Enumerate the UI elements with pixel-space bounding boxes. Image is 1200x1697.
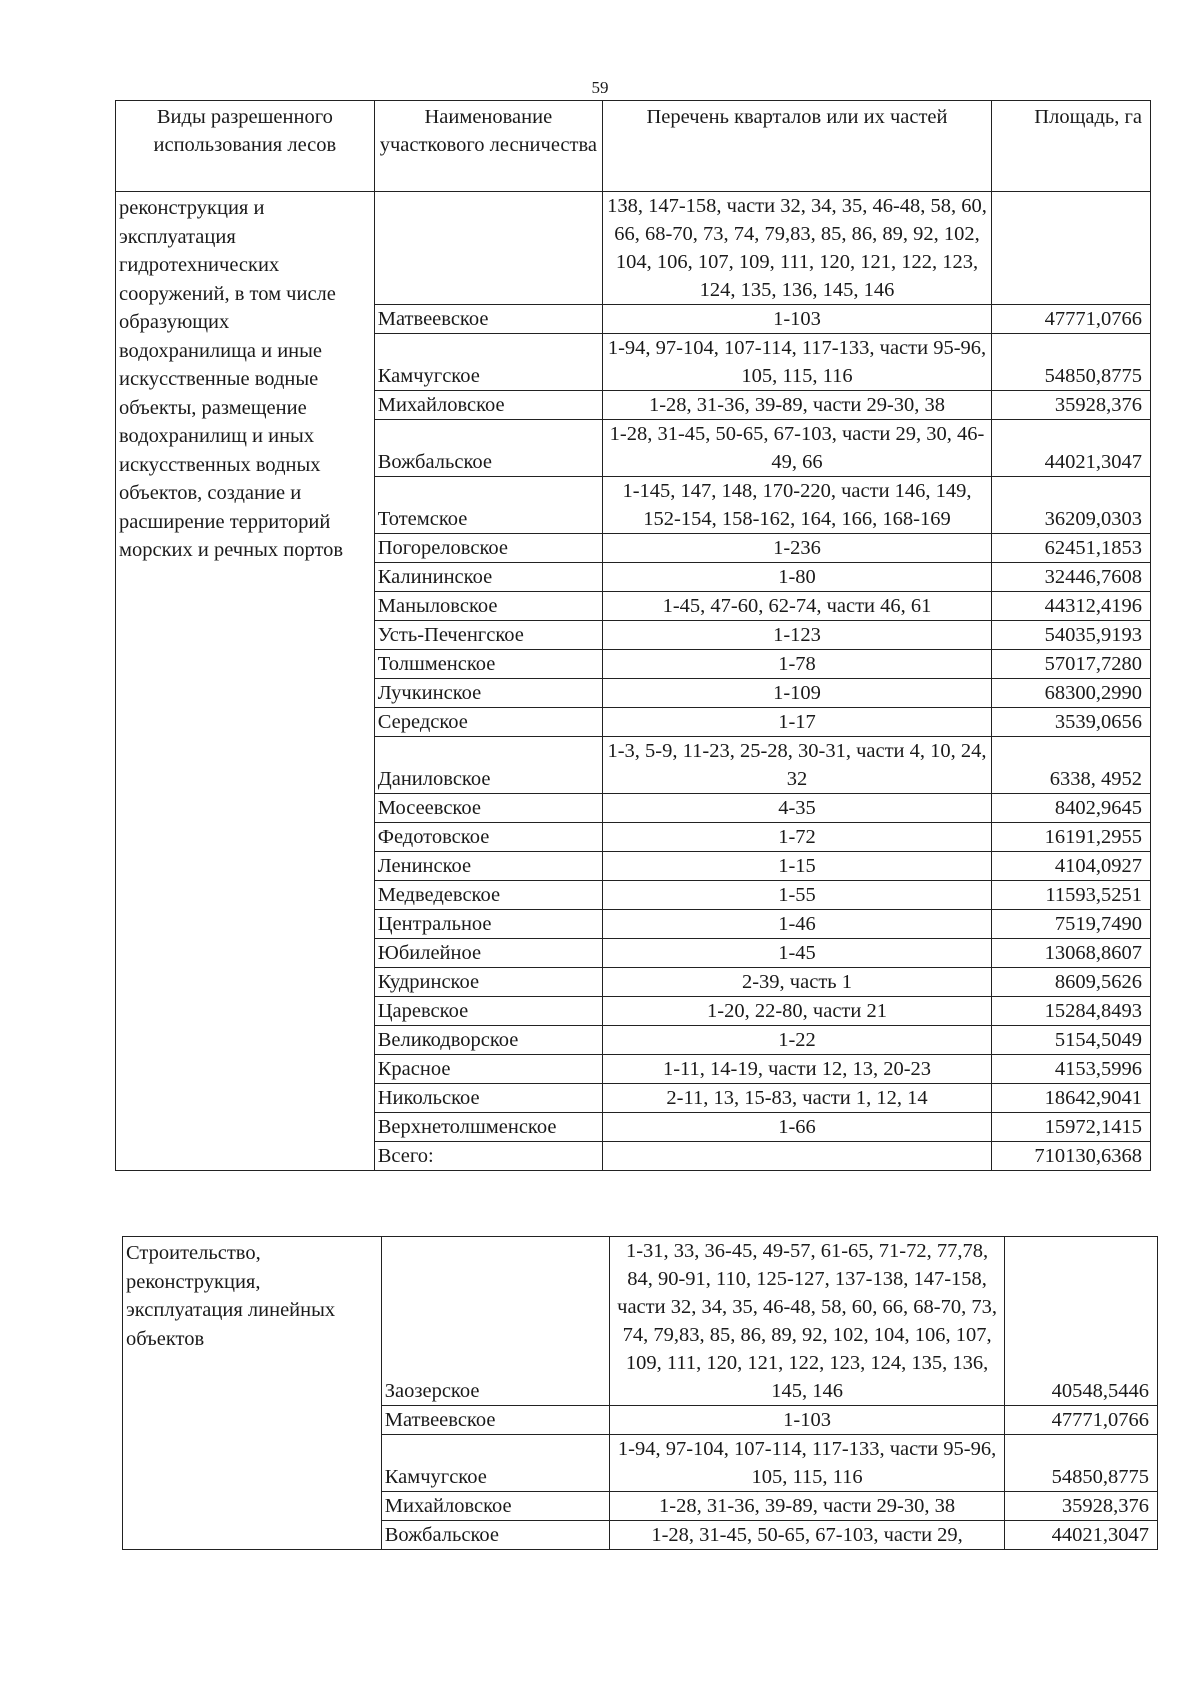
area-cell: 4153,5996	[992, 1055, 1151, 1084]
quarters-cell: 1-31, 33, 36-45, 49-57, 61-65, 71-72, 77,78, 84, 90-91, 110, 125-127, 137-138, 147-158, части 32, 34, 35, 46-48, 58, 60, 66, 68-70, 73, 74, 79,83, 85, 86, 89, 92, 102, 104, 106, 107, 109, 111, 120, 121, 122, 123, 124, 135, 136, 145, 146	[609, 1237, 1004, 1406]
header-forestry-name: Наименование участкового лесничества	[374, 101, 602, 192]
table-row	[116, 192, 1151, 305]
quarters-cell: 1-28, 31-45, 50-65, 67-103, части 29, 30, 46-49, 66	[602, 420, 991, 477]
area-cell: 35928,376	[1005, 1492, 1158, 1521]
area-cell: 36209,0303	[992, 477, 1151, 534]
forestry-name-cell: Вожбальское	[381, 1521, 609, 1550]
area-cell	[992, 192, 1151, 305]
quarters-cell: 1-66	[602, 1113, 991, 1142]
use-type-cell: реконструкция и эксплуатация гидротехнических сооружений, в том числе образующих водохранилища и иные искусственные водные объекты, размещение водохранилищ и иных искусственных водных объектов, создание и расширение территорий морских и речных портов	[116, 192, 375, 1171]
forestry-name-cell: Михайловское	[381, 1492, 609, 1521]
quarters-cell: 1-46	[602, 910, 991, 939]
area-cell: 8609,5626	[992, 968, 1151, 997]
area-cell: 11593,5251	[992, 881, 1151, 910]
forestry-name-cell: Федотовское	[374, 823, 602, 852]
area-cell: 6338, 4952	[992, 737, 1151, 794]
quarters-cell	[602, 1142, 991, 1171]
forestry-name-cell: Погореловское	[374, 534, 602, 563]
forestry-name-cell: Усть-Печенгское	[374, 621, 602, 650]
forestry-name-cell: Лучкинское	[374, 679, 602, 708]
forestry-name-cell: Матвеевское	[374, 305, 602, 334]
page-number: 59	[591, 78, 609, 97]
area-cell: 15972,1415	[992, 1113, 1151, 1142]
area-cell: 47771,0766	[1005, 1406, 1158, 1435]
forestry-name-cell: Мосеевское	[374, 794, 602, 823]
area-cell: 32446,7608	[992, 563, 1151, 592]
forestry-name-cell: Великодворское	[374, 1026, 602, 1055]
forestry-name-cell: Центральное	[374, 910, 602, 939]
forestry-name-cell: Толшменское	[374, 650, 602, 679]
forestry-name-cell: Михайловское	[374, 391, 602, 420]
quarters-cell: 1-109	[602, 679, 991, 708]
area-cell: 13068,8607	[992, 939, 1151, 968]
area-cell: 40548,5446	[1005, 1237, 1158, 1406]
area-cell: 3539,0656	[992, 708, 1151, 737]
quarters-cell: 1-94, 97-104, 107-114, 117-133, части 95-96, 105, 115, 116	[609, 1435, 1004, 1492]
quarters-cell: 1-103	[602, 305, 991, 334]
quarters-cell: 1-236	[602, 534, 991, 563]
quarters-cell: 2-39, часть 1	[602, 968, 991, 997]
quarters-cell: 1-11, 14-19, части 12, 13, 20-23	[602, 1055, 991, 1084]
quarters-cell: 138, 147-158, части 32, 34, 35, 46-48, 58, 60, 66, 68-70, 73, 74, 79,83, 85, 86, 89, 92, 102, 104, 106, 107, 109, 111, 120, 121, 122, 123, 124, 135, 136, 145, 146	[602, 192, 991, 305]
area-cell: 62451,1853	[992, 534, 1151, 563]
quarters-cell: 1-17	[602, 708, 991, 737]
quarters-cell: 1-28, 31-45, 50-65, 67-103, части 29,	[609, 1521, 1004, 1550]
table-body-group2	[123, 1237, 1158, 1550]
area-cell: 54035,9193	[992, 621, 1151, 650]
quarters-cell: 1-145, 147, 148, 170-220, части 146, 149, 152-154, 158-162, 164, 166, 168-169	[602, 477, 991, 534]
quarters-cell: 1-78	[602, 650, 991, 679]
area-cell: 16191,2955	[992, 823, 1151, 852]
area-cell: 5154,5049	[992, 1026, 1151, 1055]
quarters-cell: 4-35	[602, 794, 991, 823]
forestry-name-cell: Заозерское	[381, 1237, 609, 1406]
quarters-cell: 1-28, 31-36, 39-89, части 29-30, 38	[609, 1492, 1004, 1521]
forestry-name-cell: Верхнетолшменское	[374, 1113, 602, 1142]
quarters-cell: 1-103	[609, 1406, 1004, 1435]
table-header-row	[116, 101, 1151, 192]
area-cell: 8402,9645	[992, 794, 1151, 823]
forestry-name-cell: Медведевское	[374, 881, 602, 910]
area-cell: 44021,3047	[1005, 1521, 1158, 1550]
table-row	[123, 1237, 1158, 1406]
forestry-name-cell: Ленинское	[374, 852, 602, 881]
quarters-cell: 1-45, 47-60, 62-74, части 46, 61	[602, 592, 991, 621]
forestry-name-cell: Матвеевское	[381, 1406, 609, 1435]
header-area: Площадь, га	[992, 101, 1151, 192]
area-cell: 35928,376	[992, 391, 1151, 420]
quarters-cell: 1-94, 97-104, 107-114, 117-133, части 95-96, 105, 115, 116	[602, 334, 991, 391]
forestry-name-cell	[374, 192, 602, 305]
forestry-name-cell: Красное	[374, 1055, 602, 1084]
quarters-cell: 1-45	[602, 939, 991, 968]
area-cell: 68300,2990	[992, 679, 1151, 708]
forestry-name-cell: Калининское	[374, 563, 602, 592]
table-body-group1	[116, 192, 1151, 1171]
forestry-name-cell: Маныловское	[374, 592, 602, 621]
forestry-name-cell: Тотемское	[374, 477, 602, 534]
area-cell: 4104,0927	[992, 852, 1151, 881]
area-cell: 7519,7490	[992, 910, 1151, 939]
area-cell: 18642,9041	[992, 1084, 1151, 1113]
forestry-name-cell: Никольское	[374, 1084, 602, 1113]
quarters-cell: 1-72	[602, 823, 991, 852]
forestry-name-cell: Камчугское	[381, 1435, 609, 1492]
quarters-cell: 1-3, 5-9, 11-23, 25-28, 30-31, части 4, 10, 24, 32	[602, 737, 991, 794]
header-quarters-list: Перечень кварталов или их частей	[602, 101, 991, 192]
quarters-cell: 1-15	[602, 852, 991, 881]
area-cell: 54850,8775	[1005, 1435, 1158, 1492]
area-cell: 54850,8775	[992, 334, 1151, 391]
quarters-cell: 1-28, 31-36, 39-89, части 29-30, 38	[602, 391, 991, 420]
quarters-cell: 1-20, 22-80, части 21	[602, 997, 991, 1026]
use-type-cell: Строительство, реконструкция, эксплуатация линейных объектов	[123, 1237, 382, 1550]
area-cell: 15284,8493	[992, 997, 1151, 1026]
area-cell: 57017,7280	[992, 650, 1151, 679]
area-cell: 47771,0766	[992, 305, 1151, 334]
quarters-cell: 1-123	[602, 621, 991, 650]
forest-use-table	[115, 100, 1151, 1171]
area-cell: 44021,3047	[992, 420, 1151, 477]
forestry-name-cell: Всего:	[374, 1142, 602, 1171]
area-cell: 710130,6368	[992, 1142, 1151, 1171]
quarters-cell: 1-22	[602, 1026, 991, 1055]
forestry-name-cell: Кудринское	[374, 968, 602, 997]
forestry-name-cell: Камчугское	[374, 334, 602, 391]
forestry-name-cell: Середское	[374, 708, 602, 737]
forestry-name-cell: Даниловское	[374, 737, 602, 794]
quarters-cell: 1-55	[602, 881, 991, 910]
area-cell: 44312,4196	[992, 592, 1151, 621]
quarters-cell: 1-80	[602, 563, 991, 592]
quarters-cell: 2-11, 13, 15-83, части 1, 12, 14	[602, 1084, 991, 1113]
forestry-name-cell: Царевское	[374, 997, 602, 1026]
header-use-type: Виды разрешенного использования лесов	[116, 101, 375, 192]
forestry-name-cell: Юбилейное	[374, 939, 602, 968]
forest-use-table-continued	[122, 1236, 1158, 1550]
forestry-name-cell: Вожбальское	[374, 420, 602, 477]
